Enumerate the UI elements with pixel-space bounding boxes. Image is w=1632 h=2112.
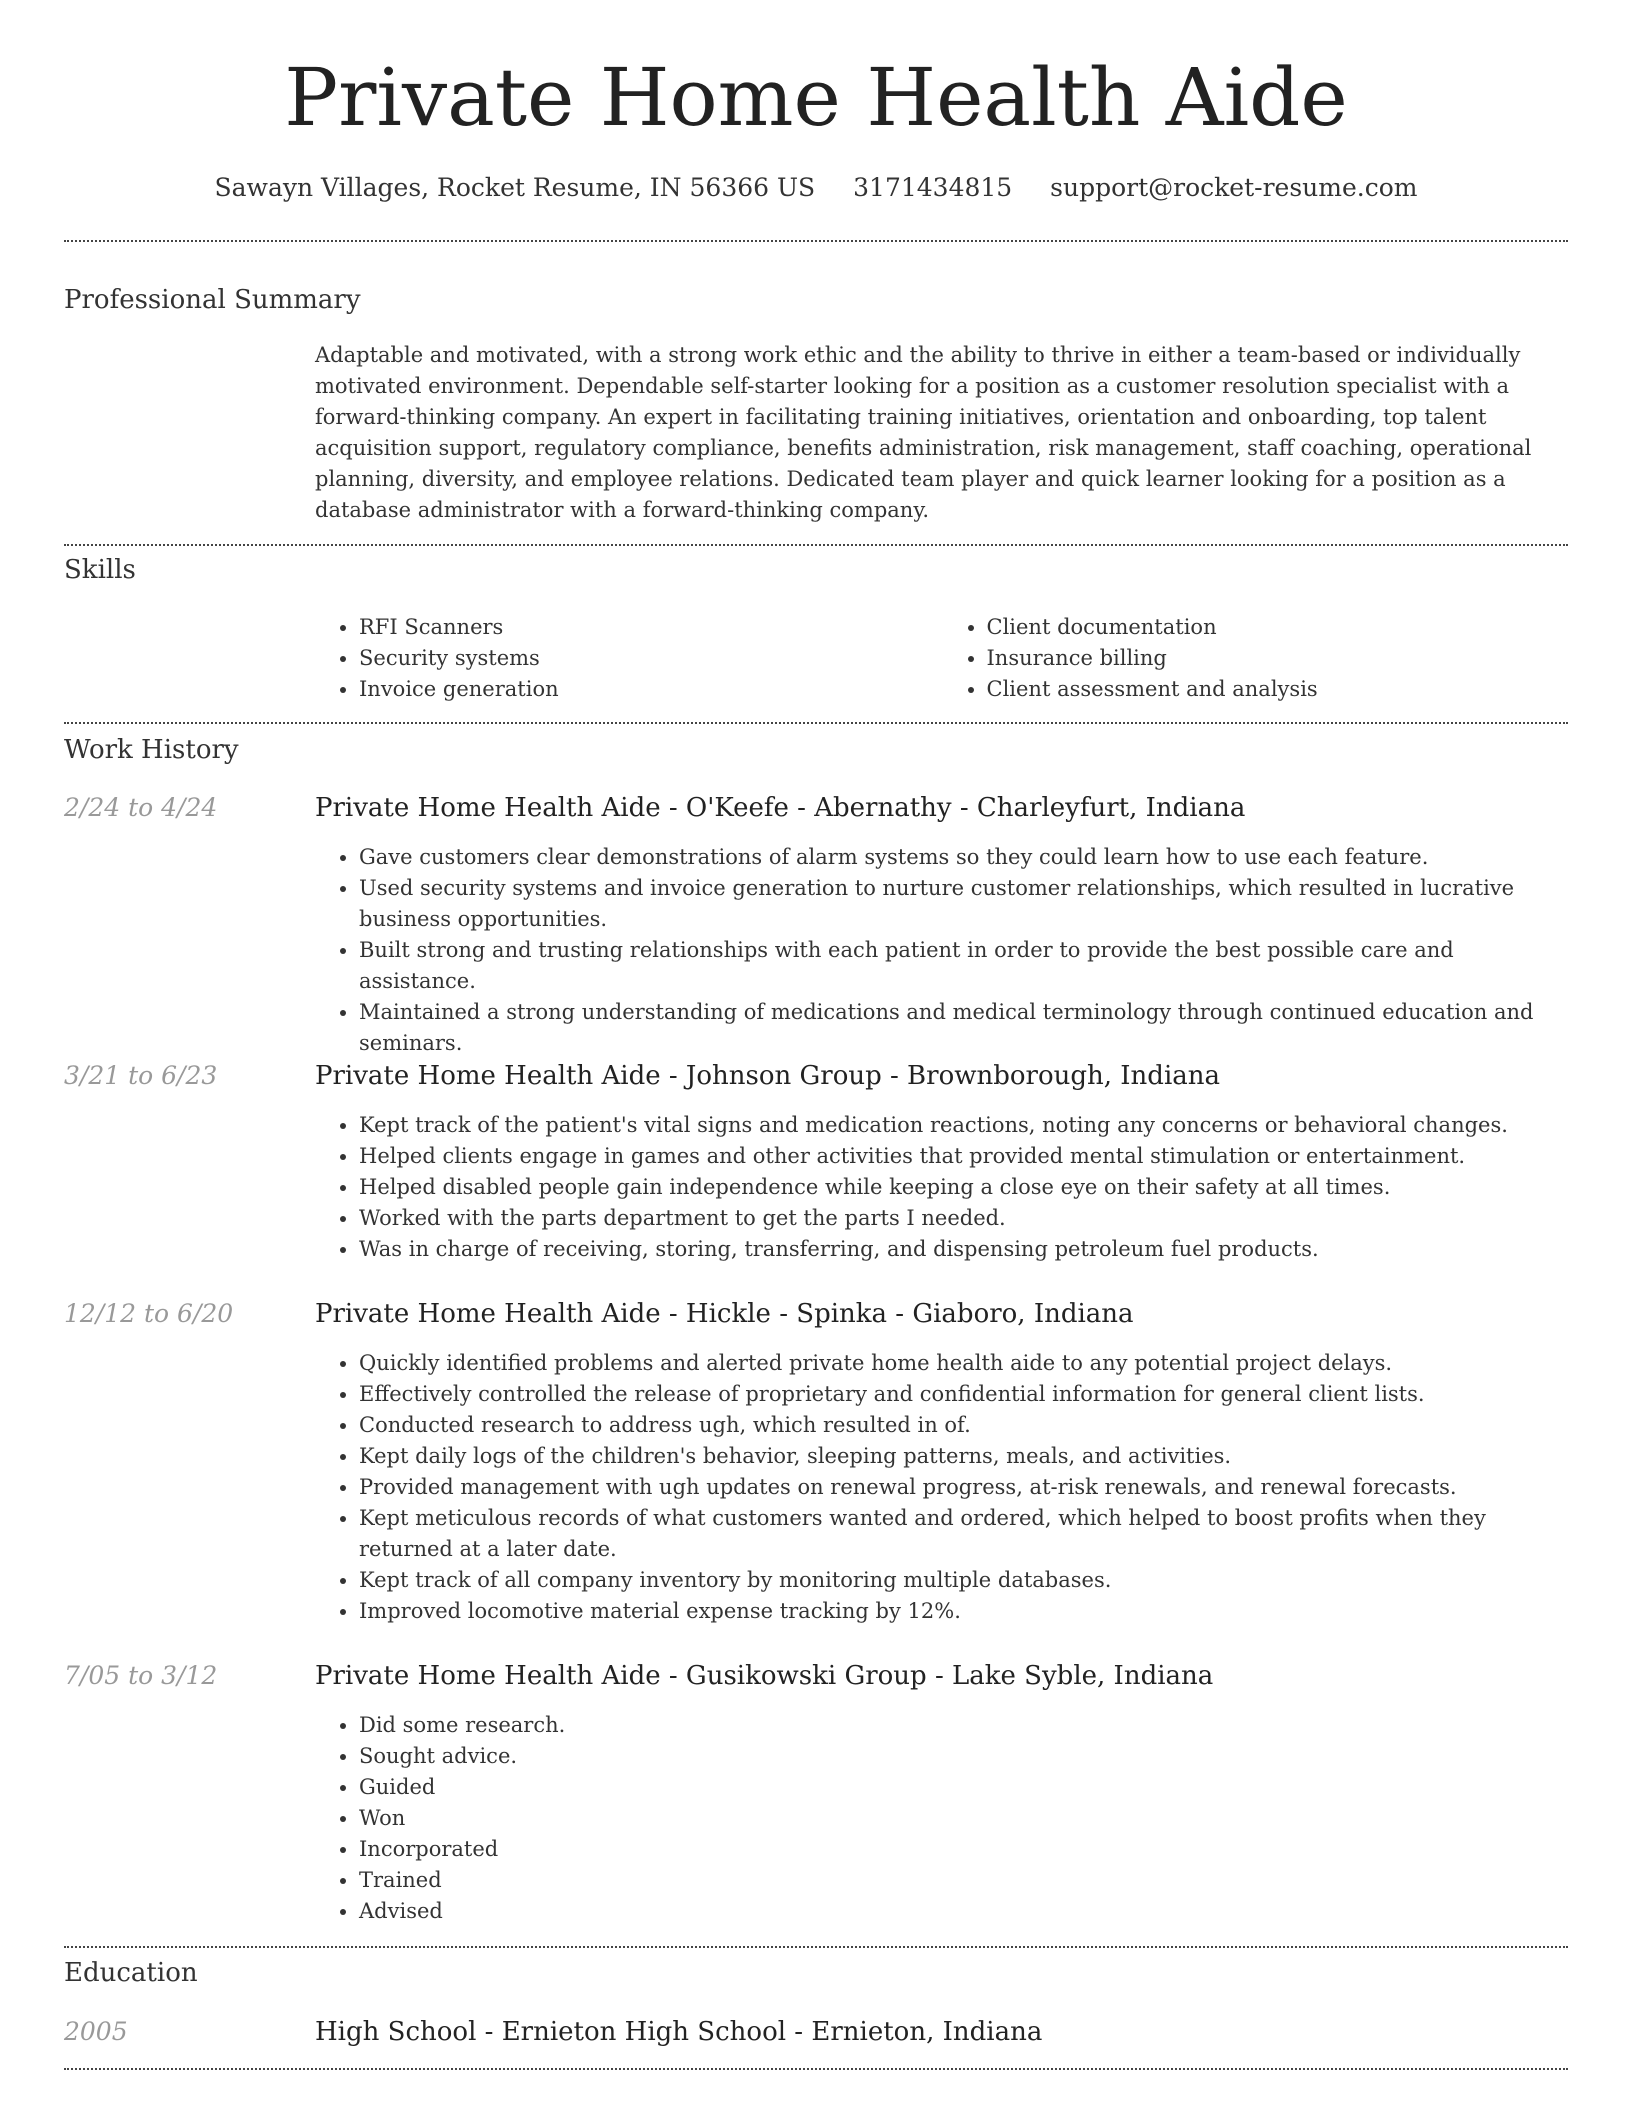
education-heading: Education [64,1958,198,1988]
job-dates: 2/24 to 4/24 [64,793,218,822]
duty-item: • Helped clients engage in games and other activities that provided mental stimulation or entertainment. [359,1141,1570,1172]
job-heading: Private Home Health Aide - Gusikowski Group - Lake Syble, Indiana [315,1661,1214,1691]
skills-grid [315,612,1570,705]
contact-line [0,168,1632,208]
duty-item: • Improved locomotive material expense tracking by 12%. [359,1596,1570,1627]
duty-item: • Built strong and trusting relationships with each patient in order to provide the best possible care and assistance. [359,935,1570,997]
skills-list-left [315,612,943,705]
section-divider [64,722,1568,724]
duty-item: • Kept track of all company inventory by monitoring multiple databases. [359,1565,1570,1596]
duty-item: • Helped disabled people gain independence while keeping a close eye on their safety at all times. [359,1172,1570,1203]
skills-list-right [943,612,1571,705]
job-duties [315,1110,1570,1265]
summary-text: Adaptable and motivated, with a strong work ethic and the ability to thrive in either a team-based or individually motivated environment. Dependable self-starter looking for a position as a customer resolution specialist with a forward-thinking company. An expert in facilitating training initiatives, orientation and onboarding, top talent acquisition support, regulatory compliance, benefits administration, risk management, staff coaching, operational planning, diversity, and employee relations. Dedicated team player and quick learner looking for a position as a database administrator with a forward-thinking company. [315,343,1532,522]
skills-heading: Skills [64,555,136,585]
duty-item: • Kept track of the patient's vital signs and medication reactions, noting any concerns or behavioral changes. [359,1110,1570,1141]
job-heading: Private Home Health Aide - O'Keefe - Abernathy - Charleyfurt, Indiana [315,793,1246,823]
duty-item: • Worked with the parts department to get the parts I needed. [359,1203,1570,1234]
duty-item: • Kept meticulous records of what customers wanted and ordered, which helped to boost profits when they returned at a later date. [359,1503,1570,1565]
resume-title: Private Home Health Aide [284,51,1348,144]
section-divider [64,240,1568,242]
work-history-heading: Work History [64,735,239,765]
duty-item: • Guided [359,1772,1570,1803]
duty-item: • Did some research. [359,1710,1570,1741]
duty-item: • Provided management with ugh updates on renewal progress, at-risk renewals, and renewal forecasts. [359,1472,1570,1503]
skill-item: • Insurance billing [987,643,1571,674]
summary-heading: Professional Summary [64,285,361,315]
education-heading-line: High School - Ernieton High School - Ernieton, Indiana [315,2017,1043,2047]
job-duties [315,1348,1570,1627]
duty-item: • Maintained a strong understanding of medications and medical terminology through continued education and seminars. [359,997,1570,1059]
job-heading: Private Home Health Aide - Johnson Group - Brownborough, Indiana [315,1061,1221,1091]
duty-item: • Used security systems and invoice generation to nurture customer relationships, which resulted in lucrative business opportunities. [359,873,1570,935]
job-dates: 12/12 to 6/20 [64,1299,234,1328]
section-divider [64,2068,1568,2070]
duty-item: • Advised [359,1896,1570,1927]
duty-item: • Quickly identified problems and alerted private home health aide to any potential project delays. [359,1348,1570,1379]
duty-item: • Incorporated [359,1834,1570,1865]
duty-item: • Gave customers clear demonstrations of alarm systems so they could learn how to use each feature. [359,842,1570,873]
job-dates: 3/21 to 6/23 [64,1061,218,1090]
job-duties [315,842,1570,1059]
duty-item: • Trained [359,1865,1570,1896]
job-duties [315,1710,1570,1927]
duty-item: • Won [359,1803,1570,1834]
skill-item: • Client documentation [987,612,1571,643]
duty-item: • Kept daily logs of the children's behavior, sleeping patterns, meals, and activities. [359,1441,1570,1472]
skill-item: • RFI Scanners [359,612,943,643]
skill-item: • Invoice generation [359,674,943,705]
job-heading: Private Home Health Aide - Hickle - Spinka - Giaboro, Indiana [315,1299,1134,1329]
duty-item: • Sought advice. [359,1741,1570,1772]
education-year: 2005 [64,2017,128,2046]
duty-item: • Was in charge of receiving, storing, transferring, and dispensing petroleum fuel products. [359,1234,1570,1265]
duty-item: • Conducted research to address ugh, which resulted in of. [359,1410,1570,1441]
contact-address: Sawayn Villages, Rocket Resume, IN 56366 US [214,173,816,202]
section-divider [64,544,1568,546]
skill-item: • Security systems [359,643,943,674]
job-dates: 7/05 to 3/12 [64,1661,218,1690]
contact-phone: 3171434815 [853,173,1013,202]
contact-email: support@rocket-resume.com [1050,173,1418,202]
skill-item: • Client assessment and analysis [987,674,1571,705]
section-divider [64,1946,1568,1948]
duty-item: • Effectively controlled the release of proprietary and confidential information for general client lists. [359,1379,1570,1410]
